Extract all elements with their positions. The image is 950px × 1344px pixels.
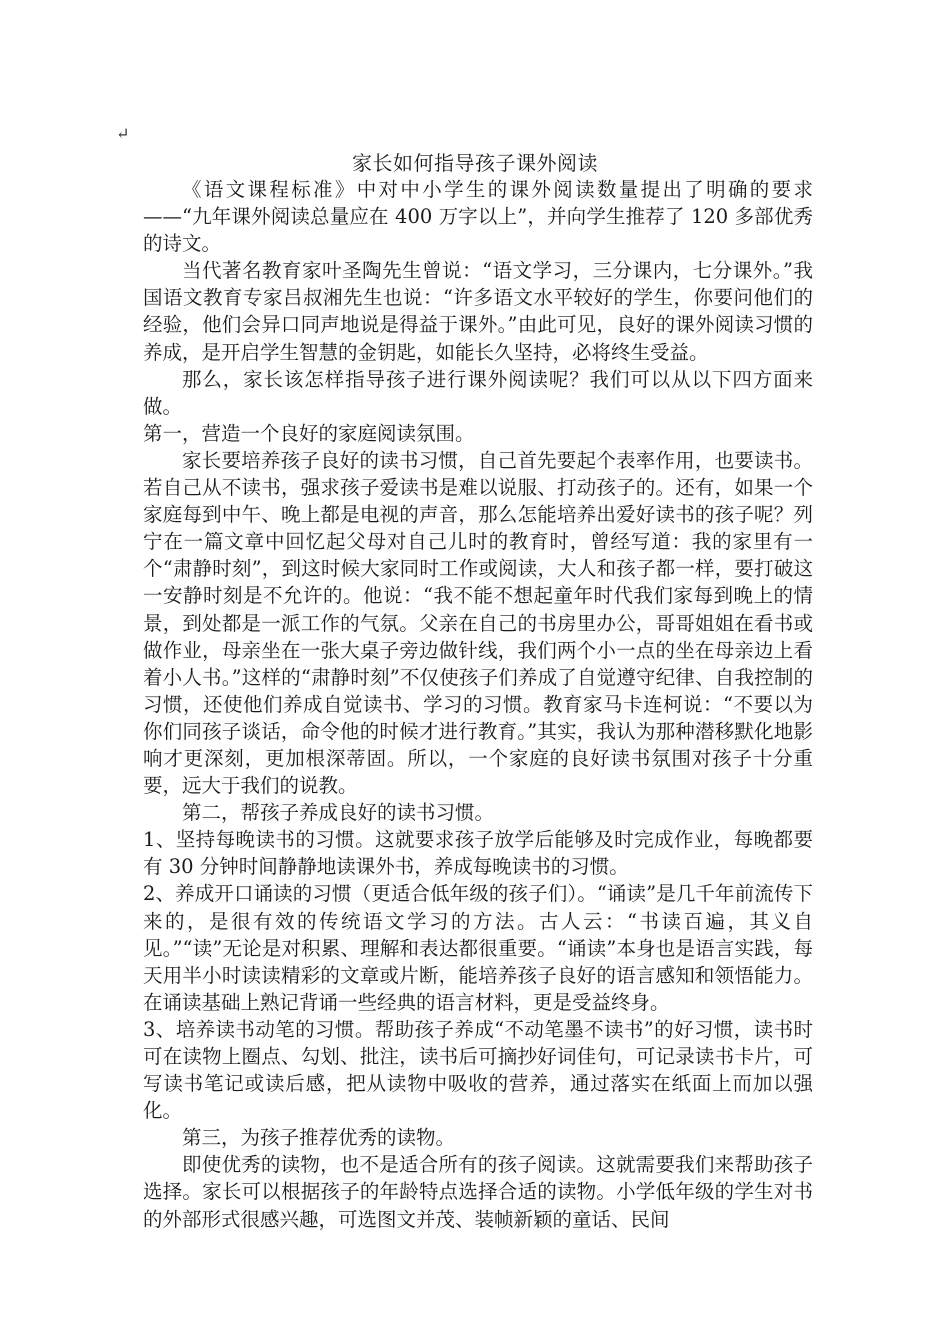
section-heading-3: 第三，为孩子推荐优秀的读物。: [182, 1126, 456, 1150]
list-item-1: 1、坚持每晚读书的习惯。这就要求孩子放学后能够及时完成作业，每晚都要有 30 分钟时间静静地读课外书，养成每晚读书的习惯。: [143, 828, 813, 879]
paragraph-section-1: 家长要培养孩子良好的读书习惯，自己首先要起个表率作用，也要读书。若自己从不读书，强求孩子爱读书是难以说服、打动孩子的。还有，如果一个家庭每到中午、晚上都是电视的声音，那么怎能培养出爱好读书的孩子呢？列宁在一篇文章中回忆起父母对自己儿时的教育时，曾经写道：我的家里有一个“肃静时刻”，到这时候大家同时工作或阅读，大人和孩子都一样，要打破这一安静时刻是不允许的。他说：“我不能不想起童年时代我们家每到晚上的情景，到处都是一派工作的气氛。父亲在自己的书房里办公，哥哥姐姐在看书或做作业，母亲坐在一张大桌子旁边做针线，我们两个小一点的坐在母亲边上看着小人书。”这样的“肃静时刻”不仅使孩子们养成了自觉遵守纪律、自我控制的习惯，还使他们养成自觉读书、学习的习惯。教育家马卡连柯说：“不要以为你们同孩子谈话，命令他的时候才进行教育。”其实，我认为那种潜移默化地影响才更深刻，更加根深蒂固。所以，一个家庭的良好读书氛围对孩子十分重要，远大于我们的说教。: [143, 448, 813, 798]
list-item-3: 3、培养读书动笔的习惯。帮助孩子养成“不动笔墨不读书”的好习惯，读书时可在读物上圈点、勾划、批注，读书后可摘抄好词佳句，可记录读书卡片，可写读书笔记或读后感，把从读物中吸收的营养，通过落实在纸面上而加以强化。: [143, 1017, 813, 1123]
list-item-2: 2、养成开口诵读的习惯（更适合低年级的孩子们）。“诵读”是几千年前流传下来的，是很有效的传统语文学习的方法。古人云：“书读百遍，其义自见。”“读”无论是对积累、理解和表达都很重要。“诵读”本身也是语言实践，每天用半小时读读精彩的文章或片断，能培养孩子良好的语言感知和领悟能力。在诵读基础上熟记背诵一些经典的语言材料，更是受益终身。: [143, 882, 813, 1014]
document-body: [143, 176, 813, 1233]
section-heading-1: 第一，营造一个良好的家庭阅读氛围。: [143, 421, 475, 445]
document-title: 家长如何指导孩子课外阅读: [352, 151, 598, 175]
paragraph-mark-icon: ↵: [116, 124, 130, 143]
paragraph-quotes: 当代著名教育家叶圣陶先生曾说：“语文学习，三分课内，七分课外。”我国语文教育专家吕叔湘先生也说：“许多语文水平较好的学生，你要问他们的经验，他们会异口同声地说是得益于课外。”由此可见，良好的课外阅读习惯的养成，是开启学生智慧的金钥匙，如能长久坚持，必将终生受益。: [143, 259, 813, 364]
paragraph-question: 那么，家长该怎样指导孩子进行课外阅读呢？我们可以从以下四方面来做。: [143, 367, 813, 418]
paragraph-intro: 《语文课程标准》中对中小学生的课外阅读数量提出了明确的要求——“九年课外阅读总量应在 400 万字以上”，并向学生推荐了 120 多部优秀的诗文。: [143, 178, 813, 256]
paragraph-section-3: 即使优秀的读物，也不是适合所有的孩子阅读。这就需要我们来帮助孩子选择。家长可以根据孩子的年龄特点选择合适的读物。小学低年级的学生对书的外部形式很感兴趣，可选图文并茂、装帧新颖的童话、民间: [143, 1153, 813, 1231]
section-heading-2: 第二，帮孩子养成良好的读书习惯。: [182, 801, 495, 825]
